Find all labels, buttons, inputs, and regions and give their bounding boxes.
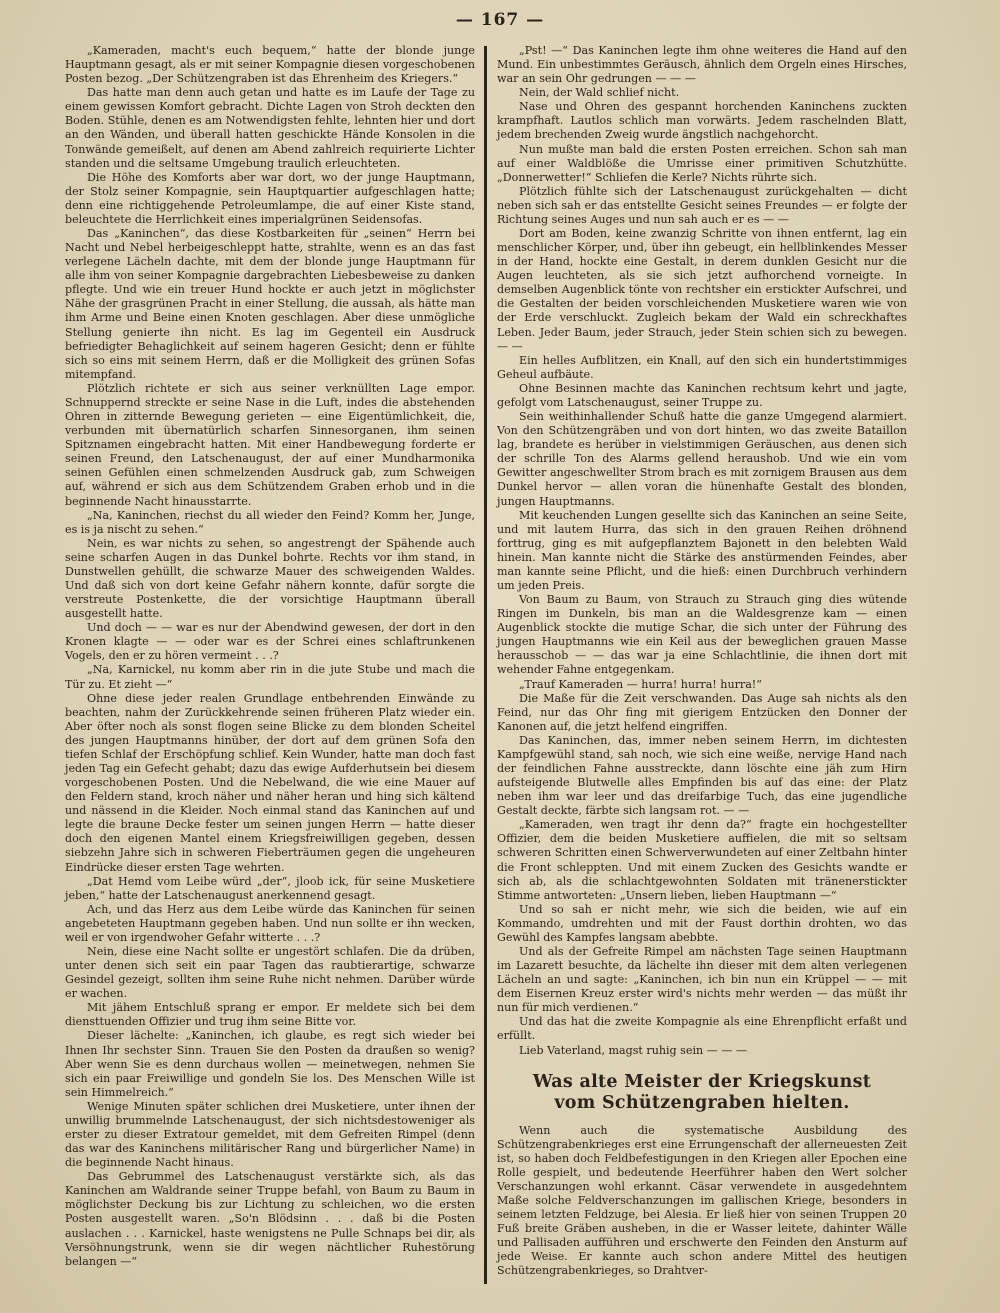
- article-title: [497, 1072, 907, 1114]
- paragraph: Nein, der Wald schlief nicht.: [519, 86, 680, 100]
- paragraph: Das Gebrummel des Latschenaugust verstärkte sich, als das Kaninchen am Waldrande seiner Truppe befahl, von Baum zu Baum in möglichster Deckung bis zur Lichtung zu schleichen, wo die ersten Posten ausgestellt waren. „So'n Blödsinn . . . daß bi die Posten auslachen . . . Karnickel, haste wenigstens ne Pulle Schnaps bei dir, als Versöhnungstrunk, wenn sie dir wegen nächtlicher Ruhestörung belangen —“: [65, 1170, 475, 1268]
- paragraph: Nun mußte man bald die ersten Posten erreichen. Schon sah man auf einer Waldblöße die Umrisse einer primitiven Schutzhütte. „Donnerwetter!“ Schliefen die Kerle? Nichts rührte sich.: [497, 142, 907, 184]
- paragraph: Ohne Besinnen machte das Kaninchen rechtsum kehrt und jagte, gefolgt vom Latschenaugust, seiner Truppe zu.: [497, 381, 907, 409]
- paragraph: Wenige Minuten später schlichen drei Musketiere, unter ihnen der unwillig brummelnde Latschenaugust, der sich nichtsdestoweniger als erster zu dieser Extratour gemeldet, mit dem Gefreiten Rimpel (denn das war des Kaninchens militärischer Rang und bürgerlicher Name) in die beginnende Nacht hinaus.: [65, 1099, 475, 1170]
- paragraph: „Kameraden, macht's euch bequem,“ hatte der blonde junge Hauptmann gesagt, als er mit seiner Kompagnie diesen vorgeschobenen Posten bezog. „Der Schützengraben ist das Ehrenheim des Kriegers.“: [65, 44, 475, 86]
- right-column: [497, 44, 907, 1278]
- paragraph: Nase und Ohren des gespannt horchenden Kaninchens zuckten krampfhaft. Lautlos schlich man vorwärts. Jedem raschelnden Blatt, jedem brechenden Zweig wurde ängstlich nachgehorcht.: [497, 100, 907, 142]
- paragraph: Die Maße für die Zeit verschwanden. Das Auge sah nichts als den Feind, nur das Ohr fing mit gierigem Entzücken den Donner der Kanonen auf, die jetzt helfend eingriffen.: [497, 691, 907, 733]
- paragraph: Dieser lächelte: „Kaninchen, ich glaube, es regt sich wieder bei Ihnen Ihr sechster Sinn. Trauen Sie den Posten da draußen so wenig? Aber wenn Sie es denn durchaus wollen — meinetwegen, nehmen Sie sich ein paar Freiwillige und gondeln Sie los. Des Menschen Wille ist sein Himmelreich.“: [65, 1029, 475, 1099]
- paragraph: Ohne diese jeder realen Grundlage entbehrenden Einwände zu beachten, nahm der Zurückkehrende seinen früheren Platz wieder ein. Aber öfter noch als sonst flogen seine Blicke zu dem blonden Scheitel des jungen Hauptmanns hinüber, der dort auf dem grünen Sofa den tiefen Schlaf der Erschöpfung schlief. Kein Wunder, hatte man doch fast jeden Tag ein Gefecht gehabt; dazu das ewige Aufderhutsein bei diesem vorgeschobenen Posten. Und die Nebelwand, die wie eine Mauer auf den Feldern stand, kroch näher und näher heran und hing sich kältend und nässend in die Kleider. Noch einmal stand das Kaninchen auf und legte die braune Decke fester um seinen jungen Herrn — hatte dieser doch den eigenen Mantel einem Kriegsfreiwilligen gegeben, dessen siebzehn Jahre sich in schweren Fieberträumen gegen die ungeheuren Eindrücke dieser ersten Tage wehrten.: [65, 691, 475, 874]
- paragraph: „Pst! —“ Das Kaninchen legte ihm ohne weiteres die Hand auf den Mund. Ein unbestimmtes Geräusch, ähnlich dem Orgeln eines Hirsches, war an sein Ohr gedrungen — — —: [497, 44, 907, 86]
- paragraph: „Dat Hemd vom Leibe würd „der“, jloob ick, für seine Musketiere jeben,“ hatte der Latschenaugust anerkennend gesagt.: [65, 874, 475, 902]
- paragraph: Nein, es war nichts zu sehen, so angestrengt der Spähende auch seine scharfen Augen in das Dunkel bohrte. Rechts vor ihm stand, in Dunstwellen gehüllt, die schwarze Mauer des schweigenden Waldes. Und daß sich von dort keine Gefahr nähern konnte, dafür sorgte die verstreute Postenkette, die der vorsichtige Hauptmann überall ausgestellt hatte.: [65, 536, 475, 621]
- paragraph: Von Baum zu Baum, von Strauch zu Strauch ging dies wütende Ringen im Dunkeln, bis man an die Waldesgrenze kam — einen Augenblick stockte die mutige Schar, die sich unter der Führung des jungen Hauptmanns wie ein Keil aus der beweglichen grauen Masse herausschob — — das war ja eine Schlachtlinie, die ihnen dort mit wehender Fahne entgegenkam.: [497, 593, 907, 677]
- paragraph: Und doch — — war es nur der Abendwind gewesen, der dort in den Kronen klagte — — oder war es der Schrei eines schlaftrunkenen Vogels, den er zu hören vermeint . . .?: [65, 621, 475, 663]
- paragraph: Das Kaninchen, das, immer neben seinem Herrn, im dichtesten Kampfgewühl stand, sah noch, wie sich eine weiße, nervige Hand nach der feindlichen Fahne ausstreckte, dann löschte eine jäh zum Hirn aufsteigende Blutwelle alles Empfinden bis auf das eine: der Platz neben ihm war leer und das dreifarbige Tuch, das eine jugendliche Gestalt deckte, färbte sich langsam rot. — —: [497, 733, 907, 818]
- paragraph: Das hatte man denn auch getan und hatte es im Laufe der Tage zu einem gewissen Komfort gebracht. Dichte Lagen von Stroh deckten den Boden. Stühle, denen es am Notwendigsten fehlte, lehnten hier und dort an den Wänden, und überall hatten geschickte Hände Konsolen in die Tonwände gemeißelt, auf denen am Abend zahlreich requirierte Lichter standen und die seltsame Umgebung traulich erleuchteten.: [65, 86, 475, 170]
- paragraph: „Na, Kaninchen, riechst du all wieder den Feind? Komm her, Junge, es is ja nischt zu sehen.“: [65, 508, 475, 536]
- paragraph: Und so sah er nicht mehr, wie sich die beiden, wie auf ein Kommando, umdrehten und mit der Faust dorthin drohten, wo das Gewühl des Kampfes langsam abebbte.: [497, 902, 907, 944]
- paragraph: Mit jähem Entschluß sprang er empor. Er meldete sich bei dem diensttuenden Offizier und trug ihm seine Bitte vor.: [65, 1001, 475, 1029]
- paragraph: Und das hat die zweite Kompagnie als eine Ehrenpflicht erfaßt und erfüllt.: [497, 1015, 907, 1043]
- article-title-line: vom Schützengraben hielten.: [554, 1092, 850, 1113]
- paragraph: „Na, Karnickel, nu komm aber rin in die jute Stube und mach die Tür zu. Et zieht —“: [65, 663, 475, 691]
- paragraph: Die Höhe des Komforts aber war dort, wo der junge Hauptmann, der Stolz seiner Kompagnie, sein Hauptquartier aufgeschlagen hatte; denn eine richtiggehende Petroleumlampe, die auf einer Kiste stand, beleuchtete die Herrlichkeit eines imperialgrünen Seidensofas.: [65, 170, 475, 226]
- paragraph: Lieb Vaterland, magst ruhig sein — — —: [519, 1043, 747, 1057]
- paragraph: Und als der Gefreite Rimpel am nächsten Tage seinen Hauptmann im Lazarett besuchte, da lächelte ihn dieser mit dem alten verlegenen Lächeln an und sagte: „Kaninchen, ich bin nun ein Krüppel — — mit dem Eisernen Kreuz erster wird's nichts mehr werden — das müßt ihr nun für mich verdienen.“: [497, 945, 907, 1015]
- paragraph: Das „Kaninchen“, das diese Kostbarkeiten für „seinen“ Herrn bei Nacht und Nebel herbeigeschleppt hatte, strahlte, wenn es an das fast verlegene Lächeln dachte, mit dem der blonde junge Hauptmann für alle ihm von seiner Kompagnie dargebrachten Liebesbeweise zu danken pflegte. Und wie ein treuer Hund hockte er auch jetzt in möglichster Nähe der grasgrünen Pracht in einer Stellung, die aussah, als hätte man ihm Arme und Beine einen Knoten geschlagen. Aber diese unmögliche Stellung genierte ihn nicht. Es lag im Gegenteil ein Ausdruck befriedigter Behaglichkeit auf seinem hageren Gesicht; denn er fühlte sich so eins mit seinem Herrn, daß er die Molligkeit des grünen Sofas mitempfand.: [65, 227, 475, 381]
- paragraph: Plötzlich fühlte sich der Latschenaugust zurückgehalten — dicht neben sich sah er das entstellte Gesicht seines Freundes — er folgte der Richtung seines Auges und nun sah auch er es — —: [497, 184, 907, 226]
- article-body: Wenn auch die systematische Ausbildung des Schützengrabenkrieges erst eine Errungenschaft der allerneuesten Zeit ist, so haben doch Feldbefestigungen in den Kriegen aller Epochen eine Rolle gespielt, und bedeutende Heerführer haben den Wert solcher Verschanzungen wohl erkannt. Cäsar verwendete in ausgedehntem Maße solche Feldverschanzungen im gallischen Kriege, besonders in seinem letzten Feldzuge, bei Alesia. Er ließ hier von seinen Truppen 20 Fuß breite Gräben ausheben, in die er Wasser leitete, dahinter Wälle und Pallisaden aufführen und erschwerte den Feinden den Ansturm auf jede Weise. Er kannte auch schon andere Mittel des heutigen Schützengrabenkrieges, so Drahtver-: [497, 1123, 907, 1278]
- paragraph: Ein helles Aufblitzen, ein Knall, auf den sich ein hundertstimmiges Geheul aufbäute.: [497, 353, 907, 381]
- page-number: — 167 —: [455, 10, 545, 30]
- paragraph: Ach, und das Herz aus dem Leibe würde das Kaninchen für seinen angebeteten Hauptmann gegeben haben. Und nun sollte er ihn wecken, weil er von irgendwoher Gefahr witterte . . .?: [65, 902, 475, 944]
- column-divider: [484, 46, 487, 1284]
- paragraph: „Trauf Kameraden — hurra! hurra! hurra!“: [519, 677, 762, 691]
- paragraph: Plötzlich richtete er sich aus seiner verknüllten Lage empor. Schnuppernd streckte er seine Nase in die Luft, indes die abstehenden Ohren in zitternde Bewegung gerieten — eine Eigentümlichkeit, die, verbunden mit übernatürlich scharfen Sinnesorganen, ihm seinen Spitznamen eingebracht hatten. Mit einer Handbewegung forderte er seinen Freund, den Latschenaugust, der auf einer Mundharmonika seinen Gefühlen einen schmelzenden Ausdruck gab, zum Schweigen auf, während er sich aus dem Schützendem Graben erhob und in die beginnende Nacht hinausstarrte.: [65, 381, 475, 508]
- paragraph: Sein weithinhallender Schuß hatte die ganze Umgegend alarmiert. Von den Schützengräben und von dort hinten, wo das zweite Bataillon lag, brandete es herüber in vielstimmigen Geräuschen, aus denen sich der schrille Ton des Alarms gellend heraushob. Und wie ein vom Gewitter angeschwellter Strom brach es mit zornigem Brausen aus dem Dunkel hervor — allen voran die hünenhafte Gestalt des blonden, jungen Hauptmanns.: [497, 410, 907, 508]
- paragraph: „Kameraden, wen tragt ihr denn da?“ fragte ein hochgestellter Offizier, dem die beiden Musketiere auffielen, die mit so seltsam schweren Schritten einen Schwerverwundeten auf einer Zeltbahn hinter die Front schleppten. Und mit einem Zucken des Gesichts wandte er sich ab, als die schlachtgewohnten Soldaten mit tränenerstickter Stimme antworteten: „Unsern lieben, lieben Hauptmann —“: [497, 818, 907, 902]
- paragraph: Nein, diese eine Nacht sollte er ungestört schlafen. Die da drüben, unter denen sich seit ein paar Tagen das raubtierartige, schwarze Gesindel gezeigt, sollten ihm seine Ruhe nicht nehmen. Darüber würde er wachen.: [65, 945, 475, 1001]
- left-column: [65, 44, 475, 1269]
- paragraph: Mit keuchenden Lungen gesellte sich das Kaninchen an seine Seite, und mit lautem Hurra, das sich in den grauen Reihen dröhnend forttrug, ging es mit aufgepflanztem Bajonett in den belebten Wald hinein. Man kannte nicht die Stärke des anstürmenden Feindes, aber man kannte seine Pflicht, und die hieß: einen Durchbruch verhindern um jeden Preis.: [497, 508, 907, 592]
- paragraph: Dort am Boden, keine zwanzig Schritte von ihnen entfernt, lag ein menschlicher Körper, und, über ihn gebeugt, ein hellblinkendes Messer in der Hand, hockte eine Gestalt, in derem dunklen Gesicht nur die Augen leuchteten, als sie sich jetzt aufhorchend vorneigte. In demselben Augenblick tönte von rechtsher ein erstickter Aufschrei, und die Gestalten der beiden vorschleichenden Musketiere waren wie von der Erde verschluckt. Zugleich bekam der Wald ein schreckhaftes Leben. Jeder Baum, jeder Strauch, jeder Stein schien sich zu bewegen. — —: [497, 227, 907, 353]
- article-title-line: Was alte Meister der Kriegskunst: [532, 1071, 872, 1092]
